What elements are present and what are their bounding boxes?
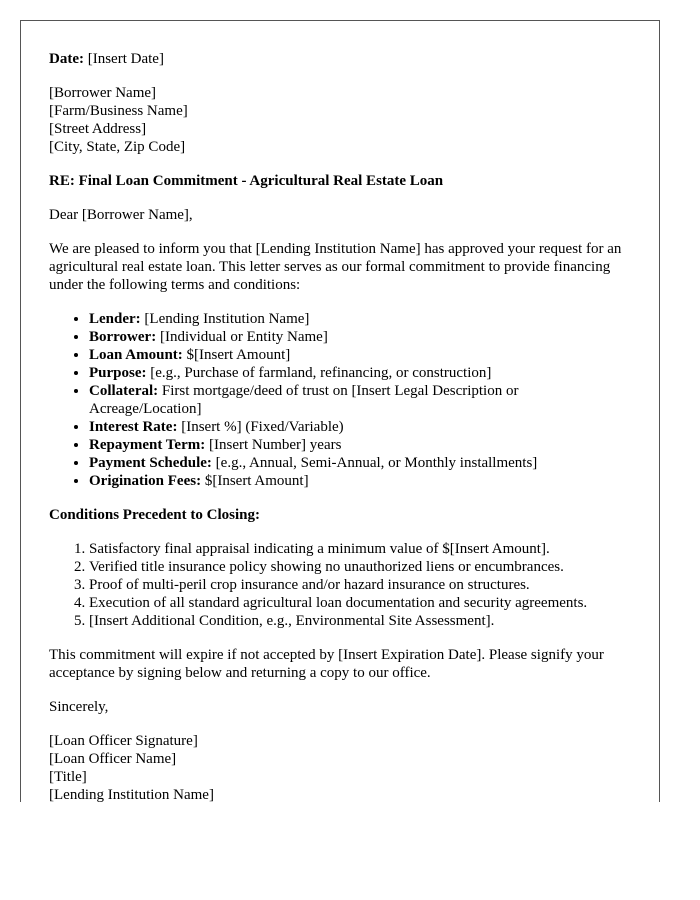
condition-item: 5. [Insert Additional Condition, e.g., Environmental Site Assessment].	[89, 612, 631, 630]
loan-terms-list	[49, 310, 631, 490]
term-value: [Lending Institution Name]	[144, 311, 310, 327]
salutation: Dear [Borrower Name],	[49, 207, 193, 223]
condition-item: 4. Execution of all standard agricultural loan documentation and security agreements.	[89, 594, 631, 612]
term-item	[89, 418, 631, 436]
officer-title-line: [Title]	[49, 769, 87, 785]
signature-block	[49, 732, 631, 804]
term-label: Lender:	[89, 311, 141, 327]
term-label: Loan Amount:	[89, 347, 183, 363]
officer-name-line: [Loan Officer Name]	[49, 751, 177, 767]
term-item	[89, 454, 631, 472]
term-label: Repayment Term:	[89, 437, 206, 453]
term-item	[89, 382, 631, 418]
term-label: Interest Rate:	[89, 419, 178, 435]
term-item	[89, 436, 631, 454]
term-label: Collateral:	[89, 383, 159, 399]
recipient-address	[49, 84, 631, 156]
term-item	[89, 310, 631, 328]
sign-off: Sincerely,	[49, 699, 109, 715]
conditions-heading	[49, 506, 631, 524]
subject-line	[49, 172, 631, 190]
term-item	[89, 472, 631, 490]
term-value: First mortgage/deed of trust on [Insert Legal Description or Acreage/Location]	[89, 383, 519, 417]
term-value: [e.g., Purchase of farmland, refinancing, or construction]	[150, 365, 492, 381]
street-address-line: [Street Address]	[49, 121, 147, 137]
term-item	[89, 364, 631, 382]
city-state-zip-line: [City, State, Zip Code]	[49, 139, 186, 155]
date-line	[49, 50, 631, 68]
date-value: [Insert Date]	[87, 51, 164, 67]
term-value: $[Insert Amount]	[204, 473, 309, 489]
term-value: [Insert Number] years	[209, 437, 342, 453]
term-value: [e.g., Annual, Semi-Annual, or Monthly installments]	[215, 455, 538, 471]
condition-item: 1. Satisfactory final appraisal indicating a minimum value of $[Insert Amount].	[89, 540, 631, 558]
term-item	[89, 328, 631, 346]
term-label: Payment Schedule:	[89, 455, 212, 471]
business-name-line: [Farm/Business Name]	[49, 103, 188, 119]
term-label: Origination Fees:	[89, 473, 202, 489]
letter-page	[20, 20, 660, 802]
term-value: $[Insert Amount]	[186, 347, 291, 363]
subject-text: RE: Final Loan Commitment - Agricultural Real Estate Loan	[49, 173, 444, 189]
closing-paragraph: This commitment will expire if not accepted by [Insert Expiration Date]. Please signify your acceptance by signing below and returning a copy to our office.	[49, 647, 604, 681]
term-value: [Individual or Entity Name]	[159, 329, 328, 345]
term-label: Purpose:	[89, 365, 147, 381]
conditions-list	[49, 540, 631, 630]
institution-name-line: [Lending Institution Name]	[49, 787, 214, 803]
term-value: [Insert %] (Fixed/Variable)	[181, 419, 344, 435]
borrower-name-line: [Borrower Name]	[49, 85, 157, 101]
condition-item: 3. Proof of multi-peril crop insurance and/or hazard insurance on structures.	[89, 576, 631, 594]
intro-paragraph: We are pleased to inform you that [Lending Institution Name] has approved your request for an agricultural real estate loan. This letter serves as our formal commitment to provide financing under the following terms and conditions:	[49, 241, 622, 293]
term-item	[89, 346, 631, 364]
signature-line: [Loan Officer Signature]	[49, 733, 198, 749]
conditions-heading-text: Conditions Precedent to Closing:	[49, 507, 260, 523]
date-label: Date:	[49, 51, 84, 67]
term-label: Borrower:	[89, 329, 157, 345]
condition-item: 2. Verified title insurance policy showing no unauthorized liens or encumbrances.	[89, 558, 631, 576]
